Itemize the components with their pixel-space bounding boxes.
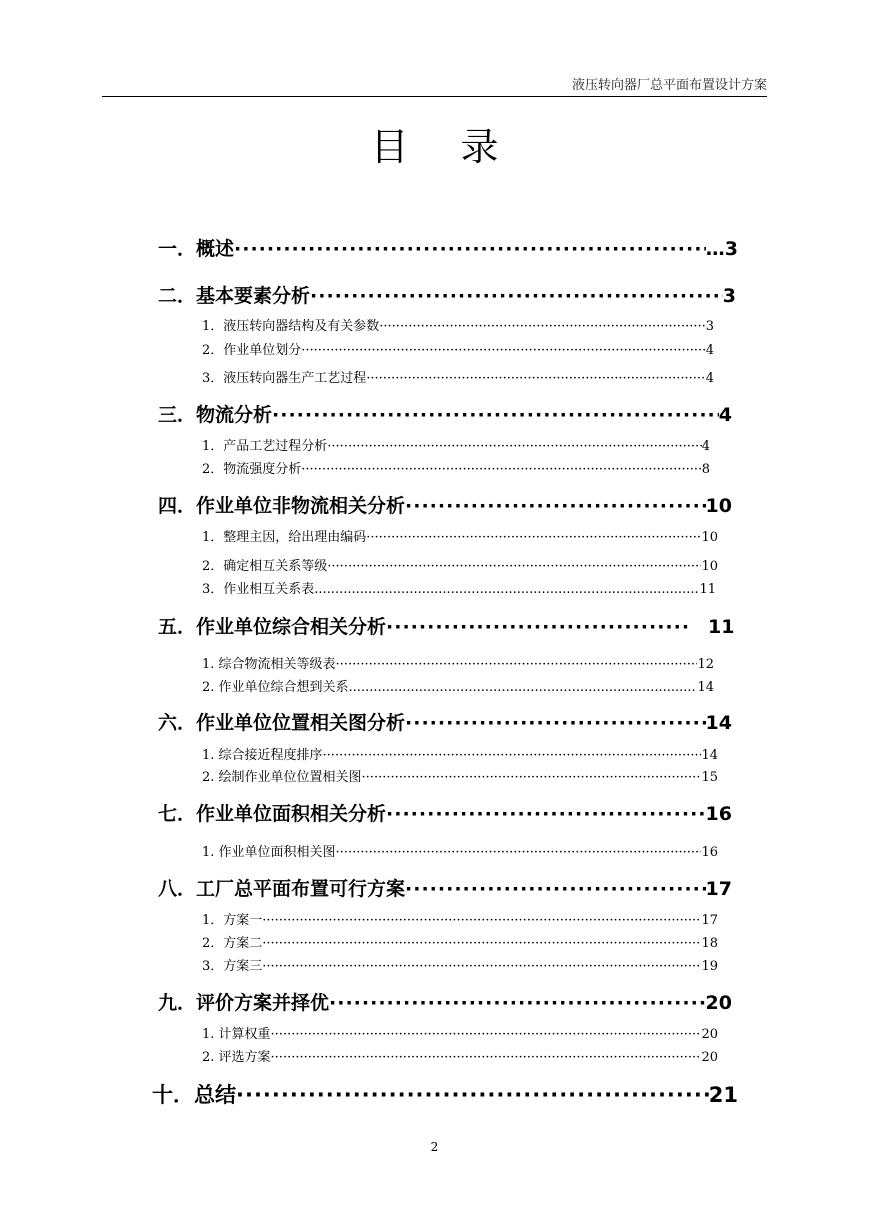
toc-entry-label: 六．作业单位位置相关图分析 <box>158 712 406 734</box>
toc-entry-section-5[interactable] <box>158 614 688 640</box>
toc-entry-6-1[interactable] <box>202 747 718 765</box>
dot-leader <box>271 1026 702 1044</box>
dot-leader <box>314 581 699 599</box>
dot-leader <box>386 801 706 827</box>
toc-entry-label: 十．总结 <box>152 1083 236 1107</box>
toc-entry-8-2[interactable] <box>202 935 718 953</box>
toc-entry-page: 15 <box>701 770 718 785</box>
toc-entry-page: 14 <box>701 748 718 763</box>
dot-leader <box>366 370 705 388</box>
toc-entry-page: 3 <box>722 285 736 307</box>
toc-entry-label: 1．液压转向器结构及有关参数 <box>202 319 380 334</box>
running-header: 液压转向器厂总平面布置设计方案 <box>571 78 767 93</box>
dot-leader <box>327 558 701 576</box>
toc-entry-label: 1. 综合接近程度排序 <box>202 748 323 763</box>
toc-entry-label: 2．物流强度分析 <box>202 462 302 477</box>
toc-entry-page: 10 <box>705 495 732 517</box>
toc-entry-page: 10 <box>701 530 718 545</box>
toc-entry-section-10[interactable] <box>152 1080 738 1110</box>
dot-leader <box>327 438 701 456</box>
toc-entry-4-1[interactable] <box>202 529 718 547</box>
toc-entry-6-2[interactable] <box>202 769 718 787</box>
toc-entry-label: 2. 绘制作业单位位置相关图 <box>202 770 362 785</box>
toc-entry-label: 2．作业单位划分 <box>202 343 302 358</box>
toc-entry-section-9[interactable] <box>158 990 732 1016</box>
toc-entry-3-1[interactable] <box>202 438 710 456</box>
toc-entry-page: 20 <box>701 1027 718 1042</box>
toc-entry-section-8[interactable] <box>158 876 732 902</box>
toc-entry-label: 一．概述 <box>158 238 235 260</box>
toc-entry-page: 14 <box>705 712 732 734</box>
dot-leader <box>366 529 701 547</box>
toc-entry-page: 20 <box>701 1050 718 1065</box>
toc-entry-section-1[interactable] <box>158 236 738 262</box>
dot-leader <box>379 318 705 336</box>
toc-entry-page: 20 <box>705 992 732 1014</box>
toc-entry-page: …3 <box>705 238 738 260</box>
dot-leader <box>336 844 702 862</box>
toc-entry-page: 10 <box>701 559 718 574</box>
dot-leader <box>262 935 701 953</box>
toc-entry-page: 4 <box>718 404 732 426</box>
toc-title: 目录 <box>370 125 551 169</box>
toc-entry-label: 2．方案二 <box>202 936 263 951</box>
dot-leader <box>272 402 719 428</box>
toc-entry-label: 九．评价方案并择优 <box>158 992 330 1014</box>
toc-entry-label: 1．产品工艺过程分析 <box>202 439 328 454</box>
toc-entry-label: 1．整理主因，给出理由编码 <box>202 530 367 545</box>
dot-leader <box>349 679 698 697</box>
toc-entry-label: 八．工厂总平面布置可行方案 <box>158 878 406 900</box>
page-number: 2 <box>430 1140 439 1154</box>
toc-entry-page: 11 <box>699 582 716 597</box>
dot-leader <box>262 912 701 930</box>
toc-entry-label: 二．基本要素分析 <box>158 285 311 307</box>
toc-entry-page: 21 <box>708 1083 738 1107</box>
toc-entry-page: 17 <box>705 878 732 900</box>
toc-entry-9-1[interactable] <box>202 1026 718 1044</box>
dot-leader <box>405 710 706 736</box>
dot-leader <box>301 461 701 479</box>
toc-entry-5-2[interactable] <box>202 679 714 697</box>
toc-entry-section-2[interactable] <box>158 283 736 309</box>
toc-entry-label: 三．物流分析 <box>158 404 273 426</box>
toc-entry-page: 16 <box>701 845 718 860</box>
toc-entry-label: 2. 评选方案 <box>202 1050 271 1065</box>
toc-entry-label: 七．作业单位面积相关分析 <box>158 803 387 825</box>
dot-leader <box>336 656 698 674</box>
dot-leader <box>301 342 705 360</box>
toc-entry-page: 4 <box>705 343 714 358</box>
toc-entry-page: 17 <box>701 913 718 928</box>
toc-entry-page: 3 <box>705 319 714 334</box>
toc-entry-label: 1. 综合物流相关等级表 <box>202 657 336 672</box>
toc-entry-8-3[interactable] <box>202 958 718 976</box>
toc-entry-4-2[interactable] <box>202 558 718 576</box>
toc-entry-label: 2．确定相互关系等级 <box>202 559 328 574</box>
toc-entry-section-7[interactable] <box>158 801 732 827</box>
toc-entry-label: 1．方案一 <box>202 913 263 928</box>
dot-leader <box>310 283 723 309</box>
toc-entry-page: 8 <box>701 462 710 477</box>
toc-entry-8-1[interactable] <box>202 912 718 930</box>
toc-entry-label: 1. 作业单位面积相关图 <box>202 845 336 860</box>
toc-entry-7-1[interactable] <box>202 844 718 862</box>
toc-entry-9-2[interactable] <box>202 1049 718 1067</box>
toc-entry-4-3[interactable] <box>202 581 716 599</box>
toc-entry-page: 12 <box>697 657 714 672</box>
dot-leader <box>386 614 688 640</box>
toc-entry-page: 4 <box>705 371 714 386</box>
dot-leader <box>362 769 702 787</box>
toc-entry-3-2[interactable] <box>202 461 710 479</box>
header-rule <box>102 96 767 97</box>
dot-leader <box>323 747 702 765</box>
toc-entry-2-2[interactable] <box>202 342 714 360</box>
toc-entry-page: 19 <box>701 959 718 974</box>
toc-entry-5-1[interactable] <box>202 656 714 674</box>
toc-entry-section-3[interactable] <box>158 402 732 428</box>
dot-leader <box>262 958 701 976</box>
toc-entry-2-1[interactable] <box>202 318 714 336</box>
toc-entry-label: 五．作业单位综合相关分析 <box>158 616 387 638</box>
dot-leader <box>234 236 706 262</box>
toc-entry-page: 18 <box>701 936 718 951</box>
toc-entry-page: 14 <box>697 680 714 695</box>
toc-entry-label: 四．作业单位非物流相关分析 <box>158 495 406 517</box>
dot-leader <box>329 990 706 1016</box>
toc-entry-label: 3．作业相互关系表 <box>202 582 315 597</box>
toc-entry-section-5-page-holder <box>708 614 736 640</box>
toc-entry-page: 11 <box>708 616 735 638</box>
toc-entry-section-6[interactable] <box>158 710 732 736</box>
dot-leader <box>236 1080 709 1110</box>
dot-leader <box>405 876 706 902</box>
toc-entry-page: 16 <box>705 803 732 825</box>
dot-leader <box>271 1049 702 1067</box>
toc-entry-page: 4 <box>701 439 710 454</box>
toc-entry-section-4[interactable] <box>158 493 732 519</box>
toc-entry-label: 1. 计算权重 <box>202 1027 271 1042</box>
toc-entry-label: 3．方案三 <box>202 959 263 974</box>
toc-entry-label: 3．液压转向器生产工艺过程 <box>202 371 367 386</box>
toc-entry-2-3[interactable] <box>202 370 714 388</box>
dot-leader <box>405 493 706 519</box>
toc-entry-label: 2. 作业单位综合想到关系 <box>202 680 349 695</box>
